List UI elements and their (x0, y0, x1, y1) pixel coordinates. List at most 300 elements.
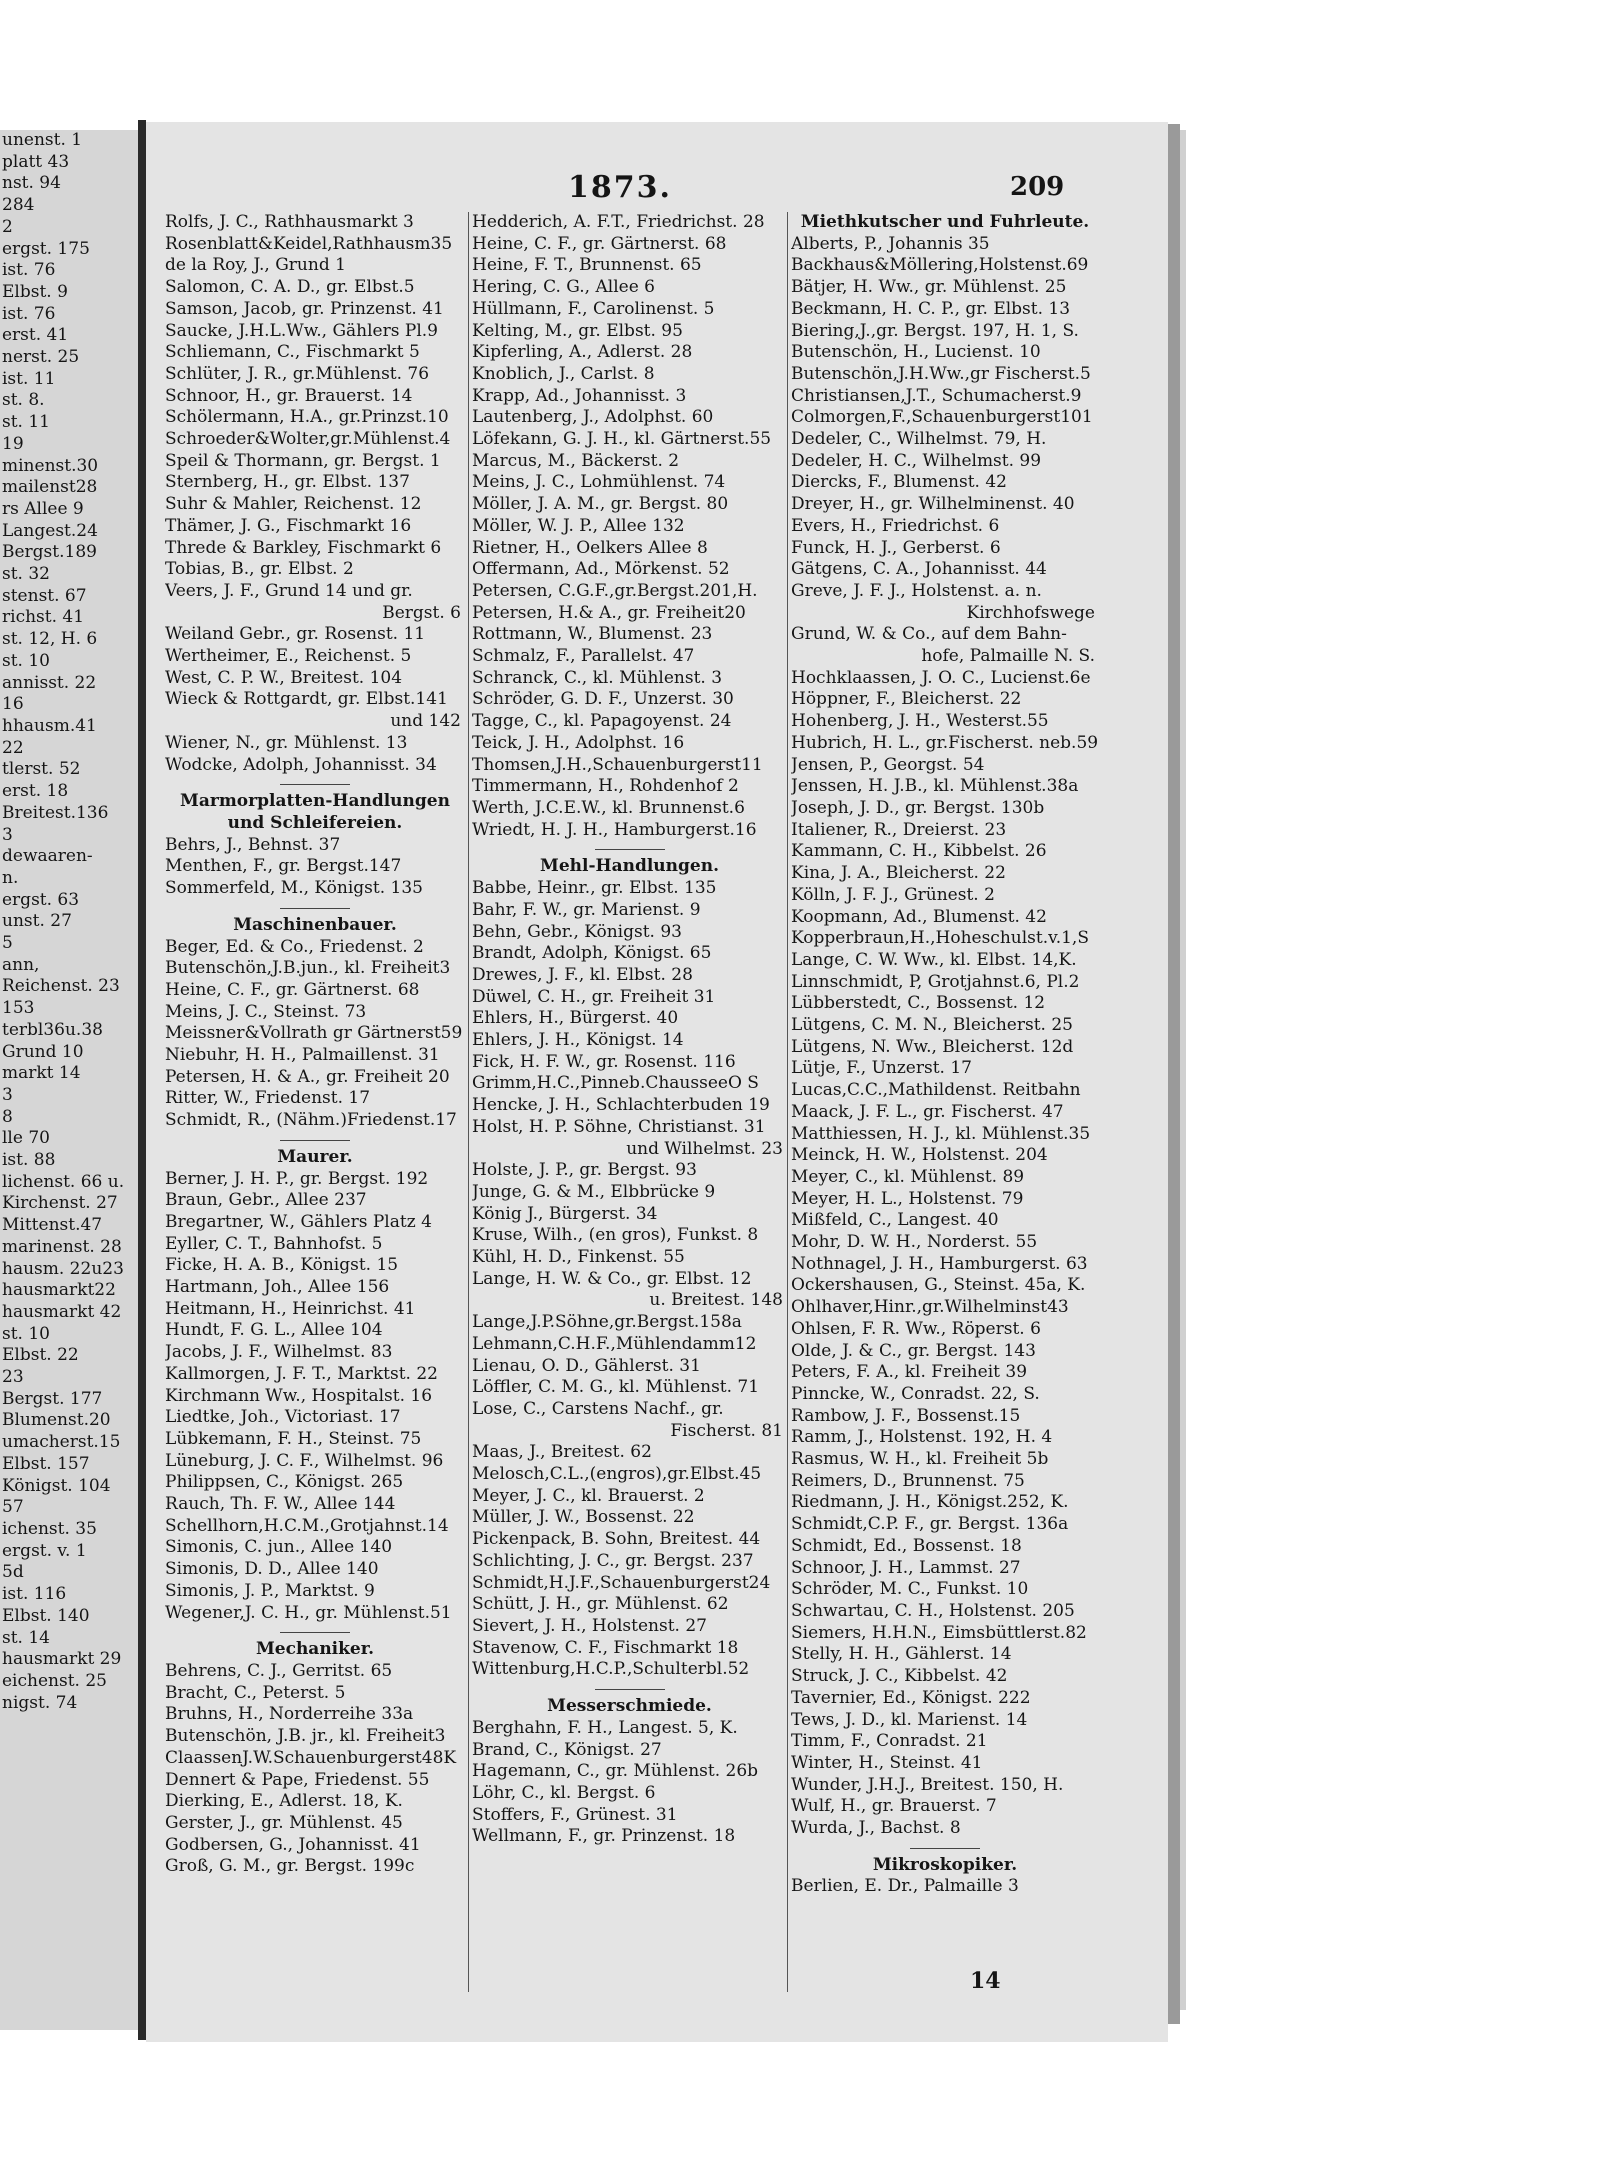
section-heading: Mechaniker. (255, 1639, 375, 1660)
directory-entry: Stoffers, F., Grünest. 31 (472, 1804, 678, 1825)
directory-entry: Hundt, F. G. L., Allee 104 (165, 1320, 383, 1341)
directory-entry: Teick, J. H., Adolphst. 16 (472, 732, 685, 753)
page-number: 209 (1010, 172, 1065, 202)
directory-entry: Tobias, B., gr. Elbst. 2 (165, 559, 354, 580)
directory-entry: Tews, J. D., kl. Marienst. 14 (791, 1709, 1028, 1730)
left-page-line: Elbst. 140 (2, 1605, 90, 1626)
directory-entry: Wertheimer, E., Reichenst. 5 (165, 646, 412, 667)
directory-entry: Backhaus&Möllering,Holstenst.69 (791, 255, 1089, 276)
directory-entry: Maack, J. F. L., gr. Fischerst. 47 (791, 1101, 1064, 1122)
directory-entry: Kruse, Wilh., (en gros), Funkst. 8 (472, 1225, 759, 1246)
left-page-line: erst. 18 (2, 781, 69, 802)
directory-entry: Bätjer, H. Ww., gr. Mühlenst. 25 (791, 277, 1067, 298)
left-page-line: ist. 88 (2, 1150, 56, 1171)
left-page-line: ist. 76 (2, 260, 56, 281)
left-page-line: markt 14 (2, 1063, 81, 1084)
directory-entry: ClaassenJ.W.Schauenburgerst48K (165, 1747, 457, 1768)
left-page-line: richst. 41 (2, 607, 85, 628)
left-page-line: 57 (2, 1497, 24, 1518)
directory-entry: Evers, H., Friedrichst. 6 (791, 515, 1000, 536)
left-page-line: Bergst.189 (2, 542, 97, 563)
directory-entry: Bregartner, W., Gählers Platz 4 (165, 1211, 432, 1232)
directory-entry: Petersen, C.G.F.,gr.Bergst.201,H. (472, 580, 758, 601)
left-page-line: unenst. 1 (2, 130, 83, 150)
left-page-line: 16 (2, 694, 24, 715)
directory-entry: Grimm,H.C.,Pinneb.ChausseeO S (472, 1073, 759, 1094)
left-page-line: Blumenst.20 (2, 1410, 111, 1431)
left-page-lines (0, 130, 140, 1714)
directory-entry: Olde, J. & C., gr. Bergst. 143 (791, 1340, 1036, 1361)
directory-entry: Stavenow, C. F., Fischmarkt 18 (472, 1637, 739, 1658)
directory-entry: Christiansen,J.T., Schumacherst.9 (791, 385, 1082, 406)
directory-entry: Sternberg, H., gr. Elbst. 137 (165, 472, 410, 493)
left-page-line: 2 (2, 216, 13, 237)
directory-entry: Hencke, J. H., Schlachterbuden 19 (472, 1095, 770, 1116)
directory-entry: Lange, C. W. Ww., kl. Elbst. 14,K. (791, 949, 1077, 970)
directory-entry: Lütgens, N. Ww., Bleicherst. 12d (791, 1036, 1074, 1057)
directory-entry: Kirchmann Ww., Hospitalst. 16 (165, 1385, 433, 1406)
directory-entry: Schmidt, R., (Nähm.)Friedenst.17 (165, 1110, 457, 1131)
left-page-line: Reichenst. 23 (2, 976, 120, 997)
directory-entry: Thämer, J. G., Fischmarkt 16 (165, 515, 412, 536)
left-page-line: 8 (2, 1106, 13, 1127)
left-page-line: Elbst. 157 (2, 1453, 90, 1474)
directory-entry: Eyller, C. T., Bahnhofst. 5 (165, 1233, 383, 1254)
left-page-line: Bergst. 177 (2, 1388, 103, 1409)
directory-entry: Müller, J. W., Bossenst. 22 (472, 1507, 695, 1528)
directory-entry: Heine, F. T., Brunnenst. 65 (472, 255, 702, 276)
directory-entry-continuation: Fischerst. 81 (670, 1420, 783, 1441)
left-page-line: lle 70 (2, 1128, 50, 1149)
left-page-line: rs Allee 9 (2, 498, 84, 519)
directory-entry: Timmermann, H., Rohdenhof 2 (472, 776, 739, 797)
section-heading: Mehl-Handlungen. (540, 856, 719, 877)
directory-entry: Lübberstedt, C., Bossenst. 12 (791, 993, 1046, 1014)
directory-entry: Dedeler, C., Wilhelmst. 79, H. (791, 429, 1047, 450)
left-page-edge (0, 130, 140, 2030)
directory-entry: Rauch, Th. F. W., Allee 144 (165, 1494, 396, 1515)
left-page-line: Mittenst.47 (2, 1215, 103, 1236)
directory-entry: Kipferling, A., Adlerst. 28 (472, 342, 693, 363)
left-page-line: ergst. v. 1 (2, 1540, 87, 1561)
directory-entry: Junge, G. & M., Elbbrücke 9 (472, 1181, 716, 1202)
directory-entry: Wiener, N., gr. Mühlenst. 13 (165, 732, 408, 753)
directory-entry: Sievert, J. H., Holstenst. 27 (472, 1616, 707, 1636)
directory-entry: Schmidt,C.P. F., gr. Bergst. 136a (791, 1514, 1069, 1535)
directory-entry: Heine, C. F., gr. Gärtnerst. 68 (472, 233, 727, 254)
directory-entry-continuation: und Wilhelmst. 23 (626, 1138, 783, 1159)
left-page-line: Grund 10 (2, 1041, 84, 1062)
directory-entry: Hüllmann, F., Carolinenst. 5 (472, 298, 715, 319)
directory-entry: Rasmus, W. H., kl. Freiheit 5b (791, 1449, 1049, 1470)
directory-entry: Schmalz, F., Parallelst. 47 (472, 646, 695, 667)
directory-entry: Wodcke, Adolph, Johannisst. 34 (165, 754, 437, 775)
directory-entry: Höppner, F., Bleicherst. 22 (791, 689, 1022, 710)
directory-entry: Lütje, F., Unzerst. 17 (791, 1058, 972, 1079)
section-rule (280, 784, 350, 785)
directory-entry: Ritter, W., Friedenst. 17 (165, 1088, 371, 1109)
column-1 (165, 212, 465, 1878)
book-gutter (138, 120, 146, 2040)
directory-entry: Wurda, J., Bachst. 8 (791, 1818, 961, 1839)
directory-entry: Wriedt, H. J. H., Hamburgerst.16 (472, 819, 757, 840)
page-year: 1873. (568, 170, 672, 205)
directory-entry: Diercks, F., Blumenst. 42 (791, 472, 1007, 493)
column-3 (791, 212, 1099, 1898)
directory-entry: Dierking, E., Adlerst. 18, K. (165, 1791, 403, 1812)
directory-entry: West, C. P. W., Breitest. 104 (165, 667, 403, 688)
left-page-line: 3 (2, 1084, 13, 1105)
directory-entry: Bracht, C., Peterst. 5 (165, 1682, 346, 1703)
directory-entry: Werth, J.C.E.W., kl. Brunnenst.6 (472, 797, 745, 818)
directory-entry: Hagemann, C., gr. Mühlenst. 26b (472, 1761, 759, 1782)
left-page-line: st. 11 (2, 412, 50, 433)
directory-entry: Meins, J. C., Lohmühlenst. 74 (472, 472, 726, 493)
left-page-line: 19 (2, 433, 24, 454)
directory-entry: Philippsen, C., Königst. 265 (165, 1472, 404, 1493)
directory-entry: Wegener,J. C. H., gr. Mühlenst.51 (165, 1602, 452, 1623)
directory-entry: Meinck, H. W., Holstenst. 204 (791, 1145, 1048, 1166)
directory-entry: Schölermann, H.A., gr.Prinzst.10 (165, 407, 449, 428)
left-page-line: 153 (2, 998, 35, 1019)
directory-entry: Pickenpack, B. Sohn, Breitest. 44 (472, 1529, 761, 1550)
directory-entry: Lübkemann, F. H., Steinst. 75 (165, 1428, 422, 1449)
directory-entry: Simonis, J. P., Marktst. 9 (165, 1580, 375, 1601)
directory-entry: Funck, H. J., Gerberst. 6 (791, 537, 1001, 558)
directory-entry: Jenssen, H. J.B., kl. Mühlenst.38a (791, 776, 1079, 797)
left-page-line: stenst. 67 (2, 585, 87, 606)
directory-entry: Kühl, H. D., Finkenst. 55 (472, 1247, 685, 1268)
directory-entry: Drewes, J. F., kl. Elbst. 28 (472, 964, 693, 985)
directory-entry: Grund, W. & Co., auf dem Bahn- (791, 624, 1067, 645)
left-page-line: hhausm.41 (2, 715, 97, 736)
directory-entry: Timm, F., Conradst. 21 (791, 1731, 988, 1752)
left-page-line: Kirchenst. 27 (2, 1193, 118, 1214)
directory-entry: Groß, G. M., gr. Bergst. 199c (165, 1856, 415, 1877)
directory-entry: Schnoor, J. H., Lammst. 27 (791, 1557, 1021, 1578)
column-2 (472, 212, 787, 1848)
directory-entry: Ramm, J., Holstenst. 192, H. 4 (791, 1427, 1053, 1448)
section-rule (280, 1632, 350, 1633)
directory-entry: Behrs, J., Behnst. 37 (165, 834, 341, 855)
directory-entry: Hartmann, Joh., Allee 156 (165, 1277, 390, 1298)
left-page-line: st. 14 (2, 1627, 50, 1648)
directory-entry: Wieck & Rottgardt, gr. Elbst.141 (165, 689, 448, 710)
directory-entry: Kelting, M., gr. Elbst. 95 (472, 320, 683, 341)
directory-entry: Peters, F. A., kl. Freiheit 39 (791, 1362, 1028, 1383)
directory-entry: Hohenberg, J. H., Westerst.55 (791, 711, 1049, 732)
left-page-line: ergst. 63 (2, 889, 80, 910)
section-rule (595, 849, 665, 850)
left-page-line: 284 (2, 195, 35, 216)
directory-entry: Babbe, Heinr., gr. Elbst. 135 (472, 878, 717, 899)
left-page-line: hausmarkt 29 (2, 1649, 122, 1670)
directory-entry-continuation: und 142 (390, 711, 461, 732)
directory-entry: Suhr & Mahler, Reichenst. 12 (165, 494, 422, 515)
directory-entry: Godbersen, G., Johannisst. 41 (165, 1834, 421, 1855)
left-page-line: lichenst. 66 u. (2, 1171, 125, 1192)
directory-entry: Thomsen,J.H.,Schauenburgerst11 (472, 754, 763, 775)
left-page-line: dewaaren- (2, 846, 93, 867)
directory-entry: Braun, Gebr., Allee 237 (165, 1190, 367, 1211)
left-page-line: ist. 11 (2, 368, 56, 389)
directory-entry: Bruhns, H., Norderreihe 33a (165, 1704, 414, 1725)
directory-entry: Liedtke, Joh., Victoriast. 17 (165, 1407, 401, 1428)
directory-entry: Behn, Gebr., Königst. 93 (472, 921, 682, 942)
directory-entry: Rietner, H., Oelkers Allee 8 (472, 537, 708, 558)
directory-entry: Bahr, F. W., gr. Marienst. 9 (472, 899, 701, 920)
directory-entry: Schröder, G. D. F., Unzerst. 30 (472, 689, 734, 710)
directory-entry: Knoblich, J., Carlst. 8 (472, 363, 655, 384)
directory-entry: Koopmann, Ad., Blumenst. 42 (791, 906, 1047, 927)
directory-entry: Rottmann, W., Blumenst. 23 (472, 624, 713, 645)
left-page-line: nerst. 25 (2, 347, 80, 368)
left-page-line: ergst. 175 (2, 238, 90, 259)
left-page-line: st. 32 (2, 564, 50, 585)
directory-entry: Italiener, R., Dreierst. 23 (791, 819, 1007, 840)
directory-entry: Lütgens, C. M. N., Bleicherst. 25 (791, 1015, 1073, 1036)
directory-entry: Berner, J. H. P., gr. Bergst. 192 (165, 1168, 429, 1189)
directory-entry: Hubrich, H. L., gr.Fischerst. neb.59 (791, 732, 1099, 753)
directory-entry: Colmorgen,F.,Schauenburgerst101 (791, 407, 1093, 428)
directory-entry: Butenschön,J.B.jun., kl. Freiheit3 (165, 958, 451, 979)
directory-entry: Butenschön, J.B. jr., kl. Freiheit3 (165, 1726, 446, 1747)
directory-entry: Schwartau, C. H., Holstenst. 205 (791, 1601, 1075, 1621)
left-page-line: Langest.24 (2, 520, 98, 541)
directory-entry: Holste, J. P., gr. Bergst. 93 (472, 1160, 697, 1181)
column-divider-2 (787, 212, 788, 1992)
directory-entry: Butenschön,J.H.Ww.,gr Fischerst.5 (791, 363, 1091, 384)
left-page-line: hausmarkt 42 (2, 1301, 122, 1322)
directory-entry: Kallmorgen, J. F. T., Marktst. 22 (165, 1363, 438, 1384)
directory-entry: Behrens, C. J., Gerritst. 65 (165, 1661, 393, 1681)
directory-entry: Löffler, C. M. G., kl. Mühlenst. 71 (472, 1377, 760, 1398)
directory-entry: Alberts, P., Johannis 35 (791, 233, 990, 254)
directory-entry: Speil & Thormann, gr. Bergst. 1 (165, 450, 441, 471)
directory-entry: Heitmann, H., Heinrichst. 41 (165, 1298, 416, 1319)
left-page-line: st. 10 (2, 1323, 50, 1344)
section-rule (595, 1689, 665, 1690)
directory-entry: Meyer, C., kl. Mühlenst. 89 (791, 1166, 1025, 1187)
directory-entry: Schlichting, J. C., gr. Bergst. 237 (472, 1550, 754, 1571)
directory-entry: Petersen, H. & A., gr. Freiheit 20 (165, 1066, 450, 1087)
left-page-line: hausmarkt22 (2, 1280, 116, 1301)
left-page-line: Elbst. 22 (2, 1345, 79, 1366)
page-edge-highlight (1180, 130, 1186, 2010)
section-heading: Maschinenbauer. (233, 914, 397, 935)
left-page-line: ist. 116 (2, 1584, 67, 1605)
directory-entry: Heine, C. F., gr. Gärtnerst. 68 (165, 979, 420, 1000)
signature-mark: 14 (970, 1968, 1001, 1994)
left-page-line: terbl36u.38 (2, 1019, 103, 1040)
page-edge-shadow (1168, 124, 1180, 2024)
directory-entry: Dennert & Pape, Friedenst. 55 (165, 1769, 430, 1790)
directory-entry: Löfekann, G. J. H., kl. Gärtnerst.55 (472, 429, 772, 450)
directory-entry: Struck, J. C., Kibbelst. 42 (791, 1666, 1008, 1687)
directory-entry: Butenschön, H., Lucienst. 10 (791, 342, 1041, 363)
directory-entry: Mohr, D. W. H., Norderst. 55 (791, 1232, 1038, 1253)
directory-entry: Meyer, H. L., Holstenst. 79 (791, 1188, 1024, 1209)
directory-entry: Matthiessen, H. J., kl. Mühlenst.35 (791, 1123, 1091, 1144)
directory-entry: Weiland Gebr., gr. Rosenst. 11 (165, 624, 426, 645)
left-page-line: platt 43 (2, 151, 70, 172)
directory-entry-continuation: Bergst. 6 (382, 602, 461, 623)
directory-entry: Dedeler, H. C., Wilhelmst. 99 (791, 450, 1042, 471)
directory-entry: Holst, H. P. Söhne, Christianst. 31 (472, 1116, 766, 1137)
directory-entry: Möller, J. A. M., gr. Bergst. 80 (472, 494, 729, 515)
left-page-line: mailenst28 (2, 477, 98, 498)
directory-entry: Sommerfeld, M., Königst. 135 (165, 878, 423, 899)
directory-entry: Pinncke, W., Conradst. 22, S. (791, 1383, 1040, 1404)
directory-entry: Rolfs, J. C., Rathhausmarkt 3 (165, 212, 414, 232)
directory-entry: Hochklaassen, J. O. C., Lucienst.6e (791, 667, 1091, 688)
directory-entry: Maas, J., Breitest. 62 (472, 1442, 652, 1463)
directory-entry: Linnschmidt, P, Grotjahnst.6, Pl.2 (791, 971, 1080, 992)
directory-entry: Ficke, H. A. B., Königst. 15 (165, 1255, 399, 1276)
left-page-line: Königst. 104 (2, 1475, 111, 1496)
directory-entry: Beger, Ed. & Co., Friedenst. 2 (165, 936, 424, 957)
directory-entry: Rosenblatt&Keidel,Rathhausm35 (165, 233, 453, 254)
directory-entry: Berlien, E. Dr., Palmaille 3 (791, 1876, 1019, 1897)
directory-entry: Lehmann,C.H.F.,Mühlendamm12 (472, 1333, 757, 1354)
directory-entry-continuation: hofe, Palmaille N. S. (921, 646, 1095, 667)
directory-entry: Lucas,C.C.,Mathildenst. Reitbahn (791, 1080, 1081, 1101)
directory-entry: Schmidt,H.J.F.,Schauenburgerst24 (472, 1572, 771, 1593)
directory-entry: Menthen, F., gr. Bergst.147 (165, 856, 402, 877)
directory-entry: Brand, C., Königst. 27 (472, 1739, 662, 1760)
directory-entry: Greve, J. F. J., Holstenst. a. n. (791, 580, 1042, 601)
left-page-line: Breitest.136 (2, 802, 109, 823)
directory-entry: Schmidt, Ed., Bossenst. 18 (791, 1535, 1022, 1556)
directory-entry: Rambow, J. F., Bossenst.15 (791, 1405, 1021, 1426)
left-page-line: nst. 94 (2, 173, 61, 194)
directory-entry-continuation: u. Breitest. 148 (649, 1290, 783, 1311)
directory-entry: de la Roy, J., Grund 1 (165, 255, 346, 276)
directory-entry: Kopperbraun,H.,Hoheschulst.v.1,S (791, 928, 1089, 949)
column-divider-1 (468, 212, 469, 1992)
directory-entry: Tagge, C., kl. Papagoyenst. 24 (472, 711, 732, 732)
directory-entry: Meyer, J. C., kl. Brauerst. 2 (472, 1485, 705, 1506)
section-heading: Maurer. (277, 1146, 353, 1167)
directory-entry: Ockershausen, G., Steinst. 45a, K. (791, 1275, 1086, 1296)
section-heading: und Schleifereien. (227, 812, 403, 833)
directory-entry: Ehlers, H., Bürgerst. 40 (472, 1008, 679, 1029)
directory-entry: Krapp, Ad., Johannisst. 3 (472, 385, 687, 406)
directory-entry: Niebuhr, H. H., Palmaillenst. 31 (165, 1045, 440, 1066)
directory-entry: Samson, Jacob, gr. Prinzenst. 41 (165, 298, 444, 319)
directory-entry: Beckmann, H. C. P., gr. Elbst. 13 (791, 298, 1071, 319)
left-page-line: tlerst. 52 (2, 759, 81, 780)
directory-entry: Saucke, J.H.L.Ww., Gählers Pl.9 (165, 320, 438, 341)
directory-entry: Schranck, C., kl. Mühlenst. 3 (472, 667, 723, 688)
directory-entry: Wittenburg,H.C.P.,Schulterbl.52 (472, 1659, 750, 1680)
directory-entry: Möller, W. J. P., Allee 132 (472, 515, 685, 536)
left-page-line: n. (2, 867, 19, 888)
directory-entry: Lange,J.P.Söhne,gr.Bergst.158a (472, 1312, 742, 1333)
left-page-line: ist. 76 (2, 303, 56, 324)
directory-entry: Wellmann, F., gr. Prinzenst. 18 (472, 1826, 736, 1847)
left-page-line: 22 (2, 737, 24, 758)
directory-entry: Petersen, H.& A., gr. Freiheit20 (472, 602, 746, 623)
directory-entry: Ohlsen, F. R. Ww., Röperst. 6 (791, 1318, 1041, 1339)
left-page-line: st. 10 (2, 650, 50, 671)
directory-entry: Jensen, P., Georgst. 54 (791, 754, 985, 775)
directory-entry: Fick, H. F. W., gr. Rosenst. 116 (472, 1051, 736, 1072)
directory-entry: Ehlers, J. H., Königst. 14 (472, 1030, 684, 1051)
directory-entry: Lüneburg, J. C. F., Wilhelmst. 96 (165, 1450, 444, 1471)
directory-entry: Mißfeld, C., Langest. 40 (791, 1210, 999, 1231)
directory-entry: Lange, H. W. & Co., gr. Elbst. 12 (472, 1268, 752, 1289)
directory-entry: Brandt, Adolph, Königst. 65 (472, 943, 712, 964)
directory-entry: Ohlhaver,Hinr.,gr.Wilhelminst43 (791, 1297, 1069, 1318)
directory-entry: Lienau, O. D., Gählerst. 31 (472, 1355, 701, 1376)
left-page-line: umacherst.15 (2, 1432, 121, 1453)
left-page-line: hausm. 22u23 (2, 1258, 124, 1279)
directory-entry: Riedmann, J. H., Königst.252, K. (791, 1492, 1069, 1513)
directory-entry: Winter, H., Steinst. 41 (791, 1752, 983, 1773)
directory-entry-continuation: Kirchhofswege (966, 602, 1095, 623)
left-page-line: st. 8. (2, 390, 45, 411)
directory-entry: Lautenberg, J., Adolphst. 60 (472, 407, 714, 428)
directory-entry: Marcus, M., Bäckerst. 2 (472, 450, 680, 471)
directory-entry: Wulf, H., gr. Brauerst. 7 (791, 1796, 997, 1817)
left-page-line: eichenst. 25 (2, 1670, 107, 1691)
directory-entry: Meins, J. C., Steinst. 73 (165, 1001, 367, 1022)
section-rule (280, 1140, 350, 1141)
directory-entry: Schlüter, J. R., gr.Mühlenst. 76 (165, 363, 430, 384)
directory-entry: Stelly, H. H., Gählerst. 14 (791, 1644, 1012, 1665)
directory-entry: Schnoor, H., gr. Brauerst. 14 (165, 385, 413, 406)
left-page-line: ann, (2, 954, 40, 975)
directory-entry: Wunder, J.H.J., Breitest. 150, H. (791, 1774, 1064, 1795)
left-page-line: ichenst. 35 (2, 1519, 97, 1539)
directory-entry: Schroeder&Wolter,gr.Mühlenst.4 (165, 429, 451, 450)
directory-entry: Salomon, C. A. D., gr. Elbst.5 (165, 277, 415, 298)
left-page-line: 3 (2, 824, 13, 845)
section-heading: Mikroskopiker. (872, 1854, 1018, 1875)
directory-entry: Löhr, C., kl. Bergst. 6 (472, 1782, 656, 1803)
directory-entry: Biering,J.,gr. Bergst. 197, H. 1, S. (791, 320, 1079, 341)
directory-entry: Lose, C., Carstens Nachf., gr. (472, 1398, 724, 1419)
directory-entry: Gätgens, C. A., Johannisst. 44 (791, 559, 1047, 580)
directory-entry: Kölln, J. F. J., Grünest. 2 (791, 884, 995, 905)
directory-entry: Joseph, J. D., gr. Bergst. 130b (791, 797, 1045, 818)
left-page-line: annisst. 22 (2, 672, 97, 693)
directory-entry: Tavernier, Ed., Königst. 222 (791, 1687, 1031, 1708)
section-heading: Marmorplatten-Handlungen (180, 791, 450, 812)
section-heading: Miethkutscher und Fuhrleute. (800, 212, 1090, 232)
directory-entry: Schütt, J. H., gr. Mühlenst. 62 (472, 1594, 729, 1615)
directory-entry: Meissner&Vollrath gr Gärtnerst59 (165, 1023, 463, 1044)
directory-entry: Kina, J. A., Bleicherst. 22 (791, 863, 1006, 884)
directory-entry: Simonis, D. D., Allee 140 (165, 1559, 379, 1580)
directory-entry: Schröder, M. C., Funkst. 10 (791, 1579, 1029, 1600)
left-page-line: minenst.30 (2, 455, 99, 476)
directory-entry: Düwel, C. H., gr. Freiheit 31 (472, 986, 716, 1007)
directory-entry: Veers, J. F., Grund 14 und gr. (165, 580, 413, 601)
directory-entry: König J., Bürgerst. 34 (472, 1203, 658, 1224)
section-heading: Messerschmiede. (547, 1696, 712, 1717)
directory-entry: Siemers, H.H.N., Eimsbüttlerst.82 (791, 1622, 1087, 1643)
left-page-line: 5 (2, 933, 13, 954)
directory-entry: Schliemann, C., Fischmarkt 5 (165, 342, 420, 363)
left-page-line: marinenst. 28 (2, 1236, 122, 1257)
directory-entry: Reimers, D., Brunnenst. 75 (791, 1470, 1025, 1491)
directory-entry: Gerster, J., gr. Mühlenst. 45 (165, 1812, 403, 1833)
left-page-line: 5d (2, 1562, 24, 1583)
section-rule (910, 1848, 980, 1849)
directory-entry: Schellhorn,H.C.M.,Grotjahnst.14 (165, 1515, 449, 1536)
